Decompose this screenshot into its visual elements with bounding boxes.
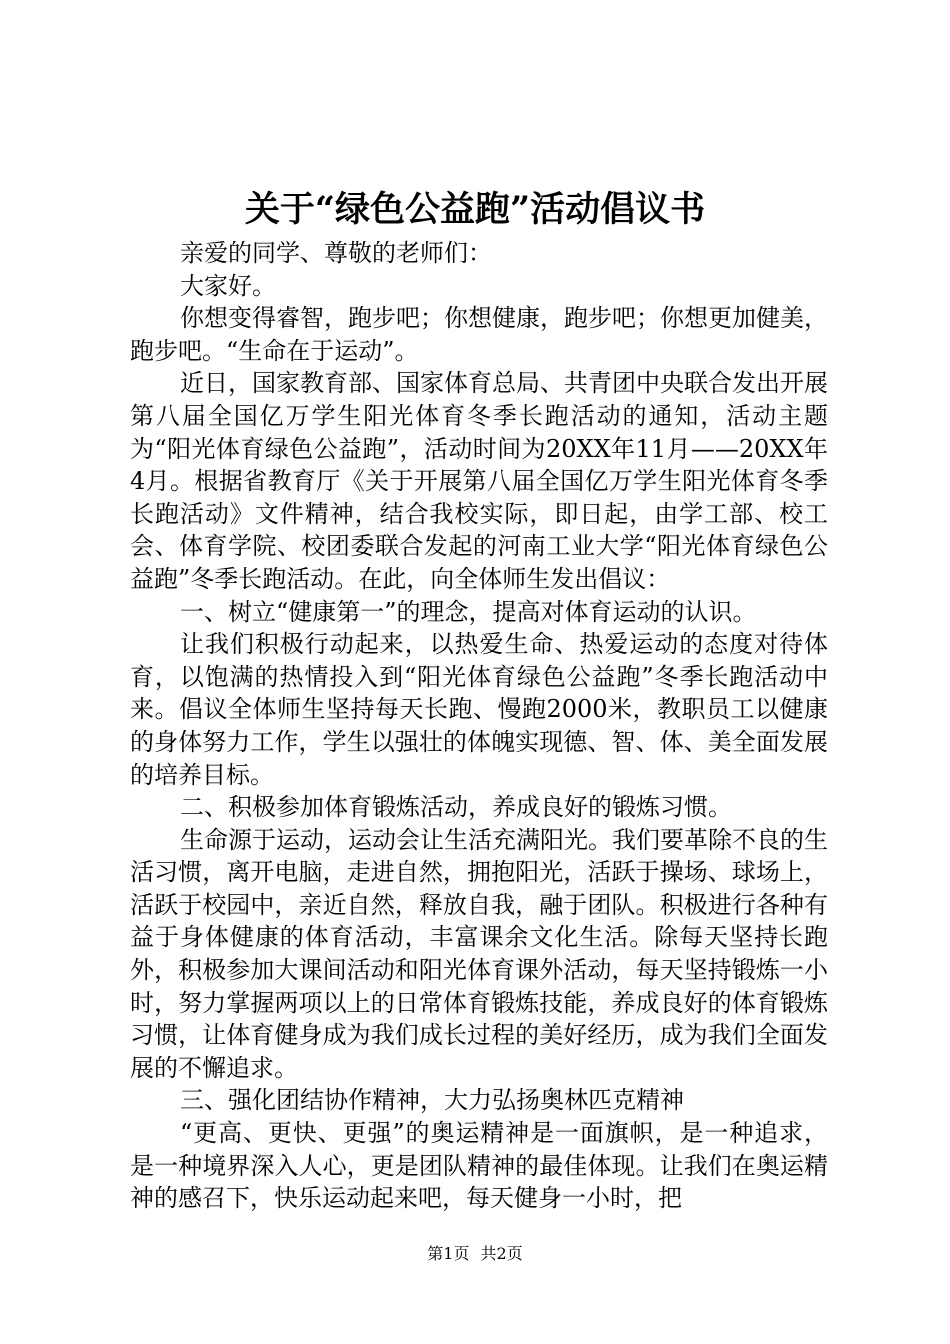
body-paragraph: “更高、更快、更强”的奥运精神是一面旗帜，是一种追求，是一种境界深入人心，更是团队精神的最佳体现。让我们在奥运精神的感召下，快乐运动起来吧，每天健身一小时，把 bbox=[130, 1119, 828, 1213]
page-footer bbox=[0, 1243, 950, 1265]
body-paragraph: 你想变得睿智，跑步吧；你想健康，跑步吧；你想更加健美，跑步吧。“生命在于运动”。 bbox=[130, 304, 828, 365]
section-heading-1: 一、树立“健康第一”的理念，提高对体育运动的认识。 bbox=[180, 597, 757, 626]
section-heading-3: 三、强化团结协作精神，大力弘扬奥林匹克精神 bbox=[180, 1086, 684, 1115]
greeting: 大家好。 bbox=[180, 271, 276, 300]
page-number: 第1页 bbox=[427, 1244, 470, 1263]
body-paragraph: 让我们积极行动起来，以热爱生命、热爱运动的态度对待体育，以饱满的热情投入到“阳光体育绿色公益跑”冬季长跑活动中来。倡议全体师生坚持每天长跑、慢跑2000米，教职员工以健康的身体努力工作，学生以强壮的体魄实现德、智、体、美全面发展的培养目标。 bbox=[130, 630, 828, 789]
salutation: 亲爱的同学、尊敬的老师们： bbox=[180, 239, 492, 267]
body-paragraph: 生命源于运动，运动会让生活充满阳光。我们要革除不良的生活习惯，离开电脑，走进自然，拥抱阳光，活跃于操场、球场上，活跃于校园中，亲近自然，释放自我，融于团队。积极进行各种有益于身体健康的体育活动，丰富课余文化生活。除每天坚持长跑外，积极参加大课间活动和阳光体育课外活动，每天坚持锻炼一小时，努力掌握两项以上的日常体育锻炼技能，养成良好的体育锻炼习惯，让体育健身成为我们成长过程的美好经历，成为我们全面发展的不懈追求。 bbox=[130, 825, 828, 1082]
document-title: 关于“绿色公益跑”活动倡议书 bbox=[244, 189, 706, 230]
document-body bbox=[130, 237, 828, 1215]
page-total: 共2页 bbox=[480, 1244, 523, 1263]
body-paragraph: 近日，国家教育部、国家体育总局、共青团中央联合发出开展第八届全国亿万学生阳光体育冬季长跑活动的通知，活动主题为“阳光体育绿色公益跑”，活动时间为20XX年11月——20XX年4月。根据省教育厅《关于开展第八届全国亿万学生阳光体育冬季长跑活动》文件精神，结合我校实际，即日起，由学工部、校工会、体育学院、校团委联合发起的河南工业大学“阳光体育绿色公益跑”冬季长跑活动。在此，向全体师生发出倡议： bbox=[130, 369, 828, 593]
section-heading-2: 二、积极参加体育锻炼活动，养成良好的锻炼习惯。 bbox=[180, 793, 732, 822]
